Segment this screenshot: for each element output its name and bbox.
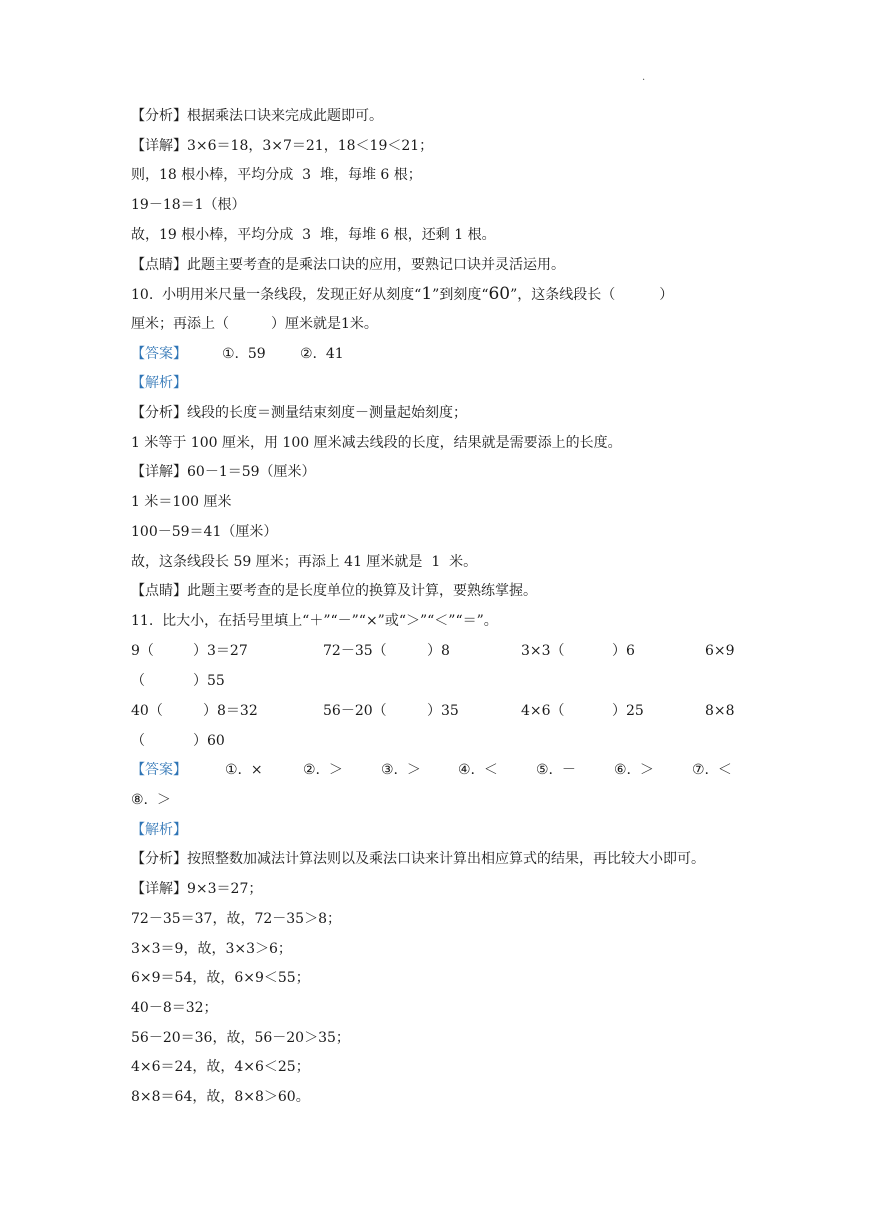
q11-row1b-close: ）55 [193, 673, 225, 689]
q10-answer-1: ①. 59 [222, 346, 266, 362]
q10-detail-line-3: 故，这条线段长 59 厘米；再添上 41 厘米就是 1 米。 [131, 554, 478, 570]
q11-row1-item1-a: 9（ [131, 643, 154, 659]
q10-answer-2: ②. 41 [300, 346, 344, 362]
q10-stem2-part-a: 厘米；再添上（ [131, 316, 229, 332]
q11-row2-item4-a: 8×8 [705, 703, 735, 719]
q9-detail: 【详解】3×6＝18，3×7＝21，18＜19＜21； [131, 138, 434, 154]
q11-answer-1: ①. × [225, 762, 263, 778]
q11-row2-item2-b: ）35 [427, 703, 459, 719]
q11-row1-item4-a: 6×9 [705, 643, 735, 659]
header-dot: . [642, 72, 646, 83]
q11-detail-line-5: 56－20＝36，故，56－20＞35； [131, 1030, 350, 1046]
q11-answer-2: ②. ＞ [303, 762, 343, 778]
q10-answer-label: 【答案】 [131, 346, 187, 362]
q11-row1-item3-a: 3×3（ [521, 643, 565, 659]
q11-answer-4: ④. ＜ [458, 762, 498, 778]
q9-detail-line-3: 故，19 根小棒，平均分成 3 堆，每堆 6 根，还剩 1 根。 [131, 227, 496, 243]
q11-row2-item2-a: 56－20（ [323, 703, 387, 719]
q11-row1b-open: （ [131, 673, 145, 689]
q11-answer-8: ⑧. ＞ [131, 792, 171, 808]
q11-row2-item3-a: 4×6（ [521, 703, 565, 719]
q11-row2-item1-b: ）8＝32 [203, 703, 258, 719]
q9-comment: 【点睛】此题主要考查的是乘法口诀的应用，要熟记口诀并灵活运用。 [131, 257, 565, 273]
q11-detail-line-2: 3×3＝9，故，3×3＞6； [131, 941, 292, 957]
q10-comment: 【点睛】此题主要考查的是长度单位的换算及计算，要熟练掌握。 [131, 583, 537, 599]
q10-detail: 【详解】60－1＝59（厘米） [131, 464, 316, 480]
q10-stem-part-d: ） [659, 287, 674, 303]
q10-mark-2: 60 [488, 284, 511, 304]
q11-answer-label: 【答案】 [131, 762, 187, 778]
q11-detail-line-3: 6×9＝54，故，6×9＜55； [131, 970, 310, 986]
q11-answer-7: ⑦. ＜ [692, 762, 732, 778]
q10-analysis: 【分析】线段的长度＝测量结束刻度－测量起始刻度； [131, 405, 467, 421]
q10-stem2-part-b: ）厘米就是1米。 [271, 316, 378, 332]
q11-detail-line-4: 40－8＝32； [131, 1000, 218, 1016]
q11-answer-6: ⑥. ＞ [614, 762, 654, 778]
q11-detail-line-6: 4×6＝24，故，4×6＜25； [131, 1059, 310, 1075]
q11-row1-item3-b: ）6 [612, 643, 635, 659]
q10-stem-part-c: ”，这条线段长（ [510, 287, 616, 303]
q10-stem-line-2 [131, 314, 378, 334]
q11-explain-label: 【解析】 [131, 822, 187, 838]
q10-detail-line-2: 100－59＝41（厘米） [131, 524, 278, 540]
q10-mark-1: 1 [421, 284, 433, 304]
q11-detail: 【详解】9×3＝27； [131, 881, 263, 897]
q11-detail-line-7: 8×8＝64，故，8×8＞60。 [131, 1089, 310, 1105]
q11-answer-5: ⑤. － [536, 762, 576, 778]
q10-stem-part-a: 10. 小明用米尺量一条线段，发现正好从刻度“ [131, 287, 422, 303]
q10-stem-part-b: ”到刻度“ [432, 287, 489, 303]
q11-stem: 11. 比大小，在括号里填上“＋”“－”“×”或“＞”“＜”“＝”。 [131, 613, 498, 629]
q11-row2-item3-b: ）25 [612, 703, 644, 719]
q9-detail-line-1: 则，18 根小棒，平均分成 3 堆，每堆 6 根； [131, 167, 422, 183]
q11-answer-3: ③. ＞ [381, 762, 421, 778]
q11-row1-item1-b: ）3＝27 [193, 643, 248, 659]
q11-row2b-open: （ [131, 733, 145, 749]
q11-row1-item2-b: ）8 [427, 643, 450, 659]
q11-row1-item2-a: 72－35（ [323, 643, 387, 659]
q11-row2-item1-a: 40（ [131, 703, 163, 719]
q10-detail-line-1: 1 米＝100 厘米 [131, 494, 232, 510]
q10-explain-label: 【解析】 [131, 375, 187, 391]
q11-row2b-close: ）60 [193, 733, 225, 749]
q10-analysis-2: 1 米等于 100 厘米，用 100 厘米减去线段的长度，结果就是需要添上的长度。 [131, 435, 622, 451]
q10-stem [131, 284, 673, 305]
q11-detail-line-1: 72－35＝37，故，72－35＞8； [131, 911, 341, 927]
q11-analysis: 【分析】按照整数加减法计算法则以及乘法口诀来计算出相应算式的结果，再比较大小即可。 [131, 851, 705, 867]
q9-analysis: 【分析】根据乘法口诀来完成此题即可。 [131, 108, 383, 124]
q9-detail-line-2: 19－18＝1（根） [131, 197, 246, 213]
